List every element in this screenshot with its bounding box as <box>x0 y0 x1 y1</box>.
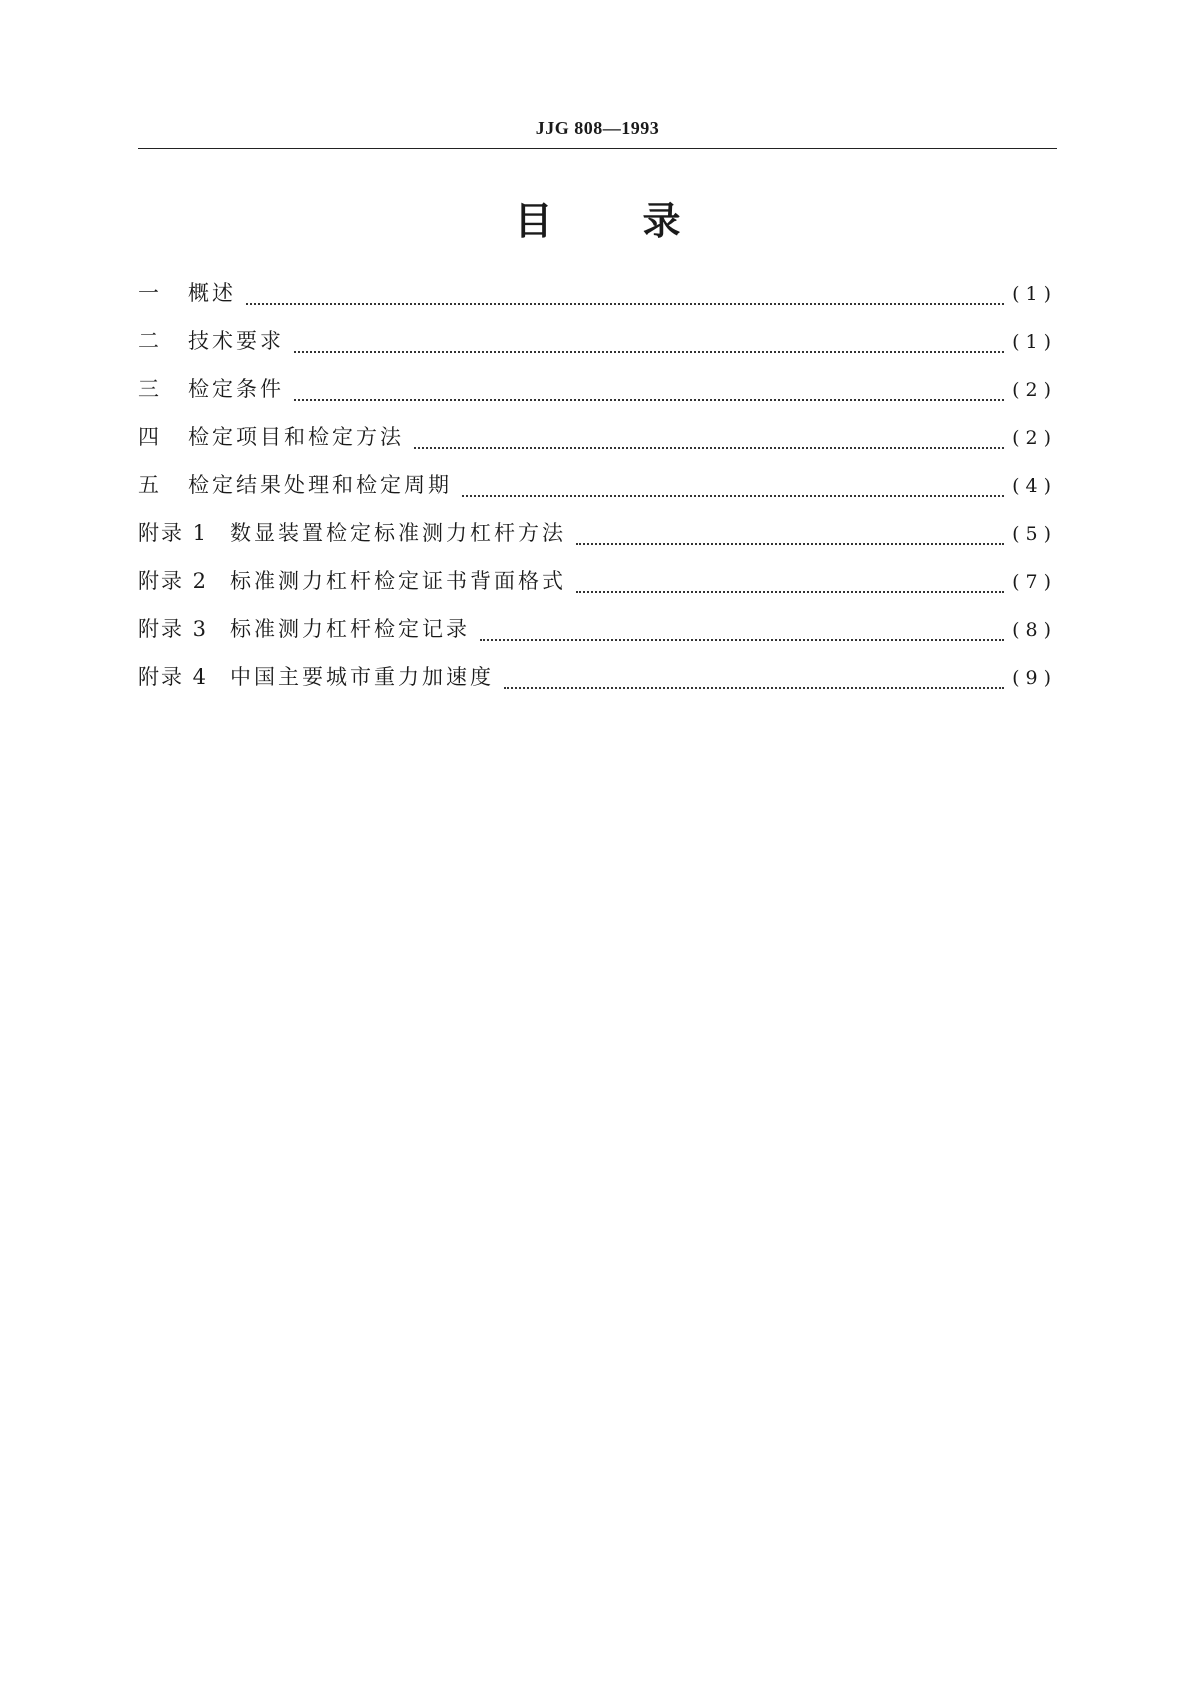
toc-entry-label: 概述 <box>188 281 236 305</box>
toc-entry[interactable] <box>138 371 1057 419</box>
toc-entry-appendix[interactable] <box>138 515 1057 563</box>
toc-entry-appendix[interactable] <box>138 611 1057 659</box>
toc-leader-dots <box>480 639 1004 641</box>
toc-title-char-2: 录 <box>642 199 681 243</box>
toc-entry-page: (9) <box>1012 667 1057 689</box>
toc-leader-dots <box>294 399 1004 401</box>
toc-entry-number: 三 <box>138 377 161 401</box>
toc-entry-page: (1) <box>1012 331 1057 353</box>
toc-entry-page: (4) <box>1012 475 1057 497</box>
toc-entry-label: 标准测力杠杆检定记录 <box>230 617 470 641</box>
toc-entry-label: 技术要求 <box>188 329 284 353</box>
toc-entry-number: 一 <box>138 281 161 305</box>
toc-entry-label: 检定条件 <box>188 377 284 401</box>
toc-leader-dots <box>462 495 1004 497</box>
toc-entry-label: 标准测力杠杆检定证书背面格式 <box>230 569 566 593</box>
toc-entry[interactable] <box>138 467 1057 515</box>
toc-leader-dots <box>504 687 1004 689</box>
toc-entry-page: (2) <box>1012 427 1057 449</box>
toc-entry-number: 附录 2 <box>138 569 209 593</box>
toc-entry-label: 数显装置检定标准测力杠杆方法 <box>230 521 566 545</box>
toc-entry-page: (7) <box>1012 571 1057 593</box>
header-rule <box>138 148 1057 149</box>
running-header: JJG 808—1993 <box>535 118 660 138</box>
toc-entry-appendix[interactable] <box>138 563 1057 611</box>
toc-entry-label: 中国主要城市重力加速度 <box>230 665 494 689</box>
toc-entry-number: 附录 4 <box>138 665 209 689</box>
toc-leader-dots <box>414 447 1004 449</box>
toc-entry-page: (2) <box>1012 379 1057 401</box>
toc-entry-label: 检定结果处理和检定周期 <box>188 473 452 497</box>
toc-entry[interactable] <box>138 419 1057 467</box>
toc-title-char-1: 目 <box>514 199 553 243</box>
toc-leader-dots <box>576 543 1004 545</box>
toc-leader-dots <box>246 303 1004 305</box>
toc-leader-dots <box>576 591 1004 593</box>
toc-entry-label: 检定项目和检定方法 <box>188 425 404 449</box>
toc-entry-number: 附录 3 <box>138 617 209 641</box>
toc-entry-number: 五 <box>138 473 161 497</box>
toc-title <box>138 196 1057 246</box>
toc-entry[interactable] <box>138 323 1057 371</box>
toc-entry-appendix[interactable] <box>138 659 1057 707</box>
toc-entry-number: 附录 1 <box>138 521 209 545</box>
toc-entry-page: (8) <box>1012 619 1057 641</box>
toc-entry-number: 二 <box>138 329 161 353</box>
toc-list <box>138 275 1057 707</box>
toc-entry-page: (1) <box>1012 283 1057 305</box>
toc-entry[interactable] <box>138 275 1057 323</box>
toc-entry-number: 四 <box>138 425 161 449</box>
toc-leader-dots <box>294 351 1004 353</box>
toc-entry-page: (5) <box>1012 523 1057 545</box>
